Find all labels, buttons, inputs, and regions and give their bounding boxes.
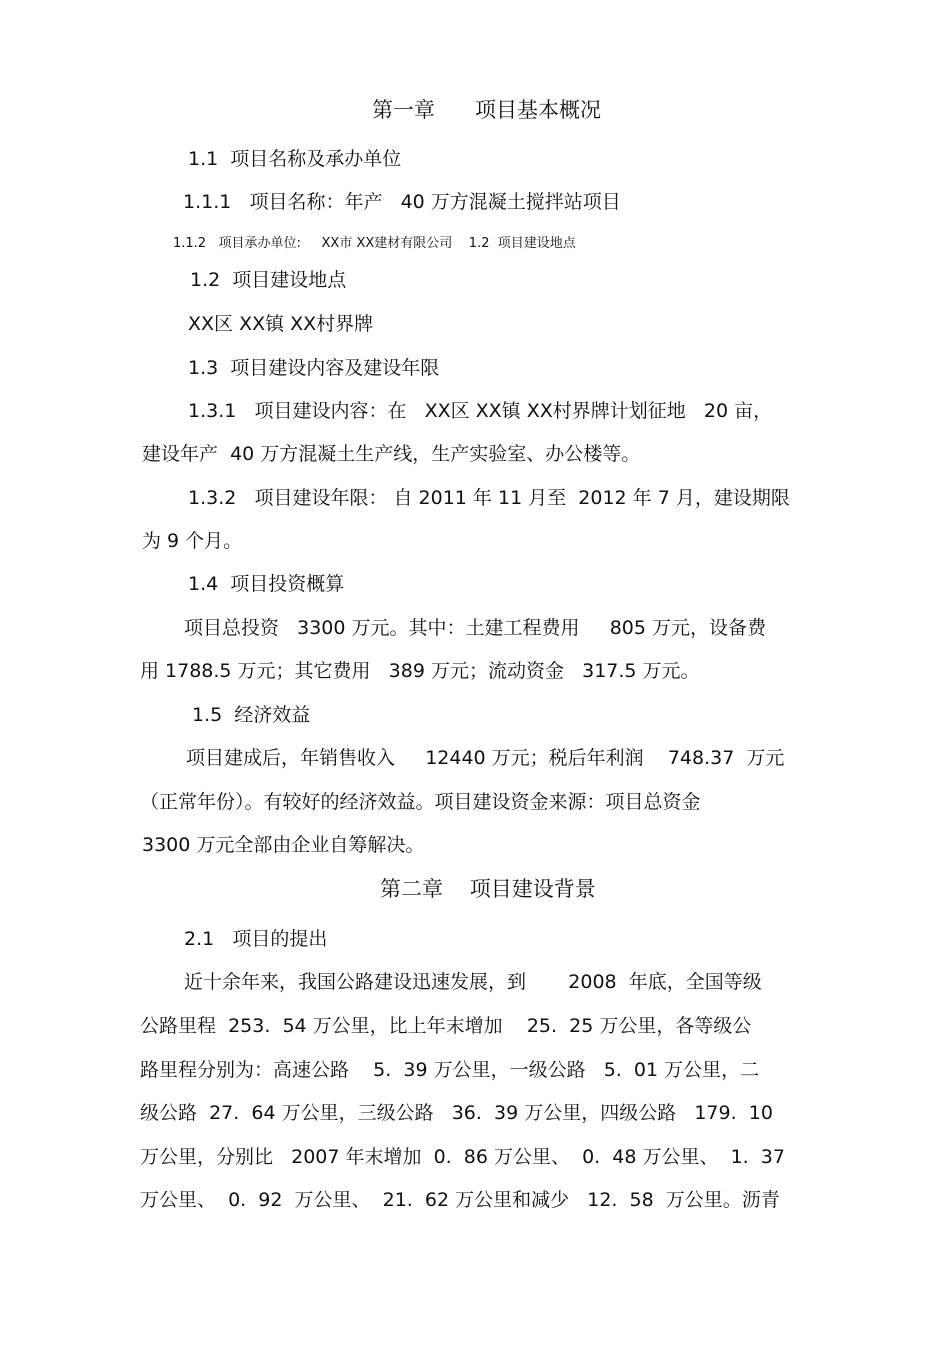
benefit-line-3: 3300 万元全部由企业自筹解决。	[142, 834, 425, 856]
section-1-5-heading: 1.5 经济效益	[192, 704, 311, 726]
benefit-line-1: 项目建成后，年销售收入 12440 万元；税后年利润 748.37 万元	[186, 747, 785, 769]
investment-line-1: 项目总投资 3300 万元。其中：土建工程费用 805 万元，设备费	[184, 617, 767, 639]
chapter-2-title: 第二章 项目建设背景	[380, 877, 596, 901]
section-2-1-heading: 2.1 项目的提出	[184, 928, 328, 950]
chapter-1-title: 第一章 项目基本概况	[372, 98, 602, 122]
section-1-3-1-line-1: 1.3.1 项目建设内容：在 XX区 XX镇 XX村界牌计划征地 20 亩，	[188, 400, 773, 422]
benefit-line-2: （正常年份）。有较好的经济效益。项目建设资金来源：项目总资金	[140, 791, 701, 813]
location-text: XX区 XX镇 XX村界牌	[188, 313, 374, 335]
paragraph-line-4: 级公路 27. 64 万公里，三级公路 36. 39 万公里，四级公路 179. 10	[140, 1102, 773, 1124]
paragraph-line-1: 近十余年来，我国公路建设迅速发展，到 2008 年底，全国等级	[184, 971, 762, 993]
section-1-1-1-line: 1.1.1 项目名称：年产 40 万方混凝土搅拌站项目	[183, 191, 621, 213]
paragraph-line-2: 公路里程 253. 54 万公里，比上年末增加 25. 25 万公里，各等级公	[140, 1015, 752, 1037]
section-1-2-heading: 1.2 项目建设地点	[190, 269, 347, 291]
section-1-3-2-line-2: 为 9 个月。	[142, 530, 243, 552]
paragraph-line-3: 路里程分别为：高速公路 5. 39 万公里，一级公路 5. 01 万公里，二	[140, 1059, 760, 1081]
investment-line-2: 用 1788.5 万元；其它费用 389 万元；流动资金 317.5 万元。	[140, 660, 700, 682]
section-1-1-2-line: 1.1.2 项目承办单位: XX市 XX建材有限公司 1.2 项目建设地点	[173, 236, 576, 251]
paragraph-line-5: 万公里，分别比 2007 年末增加 0. 86 万公里、 0. 48 万公里、 1. 37	[140, 1146, 785, 1168]
paragraph-line-6: 万公里、 0. 92 万公里、 21. 62 万公里和减少 12. 58 万公里。沥青	[140, 1189, 780, 1211]
section-1-3-2-line-1: 1.3.2 项目建设年限： 自 2011 年 11 月至 2012 年 7 月，建设期限	[188, 487, 790, 509]
section-1-4-heading: 1.4 项目投资概算	[188, 573, 345, 595]
section-1-1-heading: 1.1 项目名称及承办单位	[188, 148, 402, 170]
section-1-3-1-line-2: 建设年产 40 万方混凝土生产线，生产实验室、办公楼等。	[142, 443, 641, 465]
section-1-3-heading: 1.3 项目建设内容及建设年限	[188, 357, 440, 379]
